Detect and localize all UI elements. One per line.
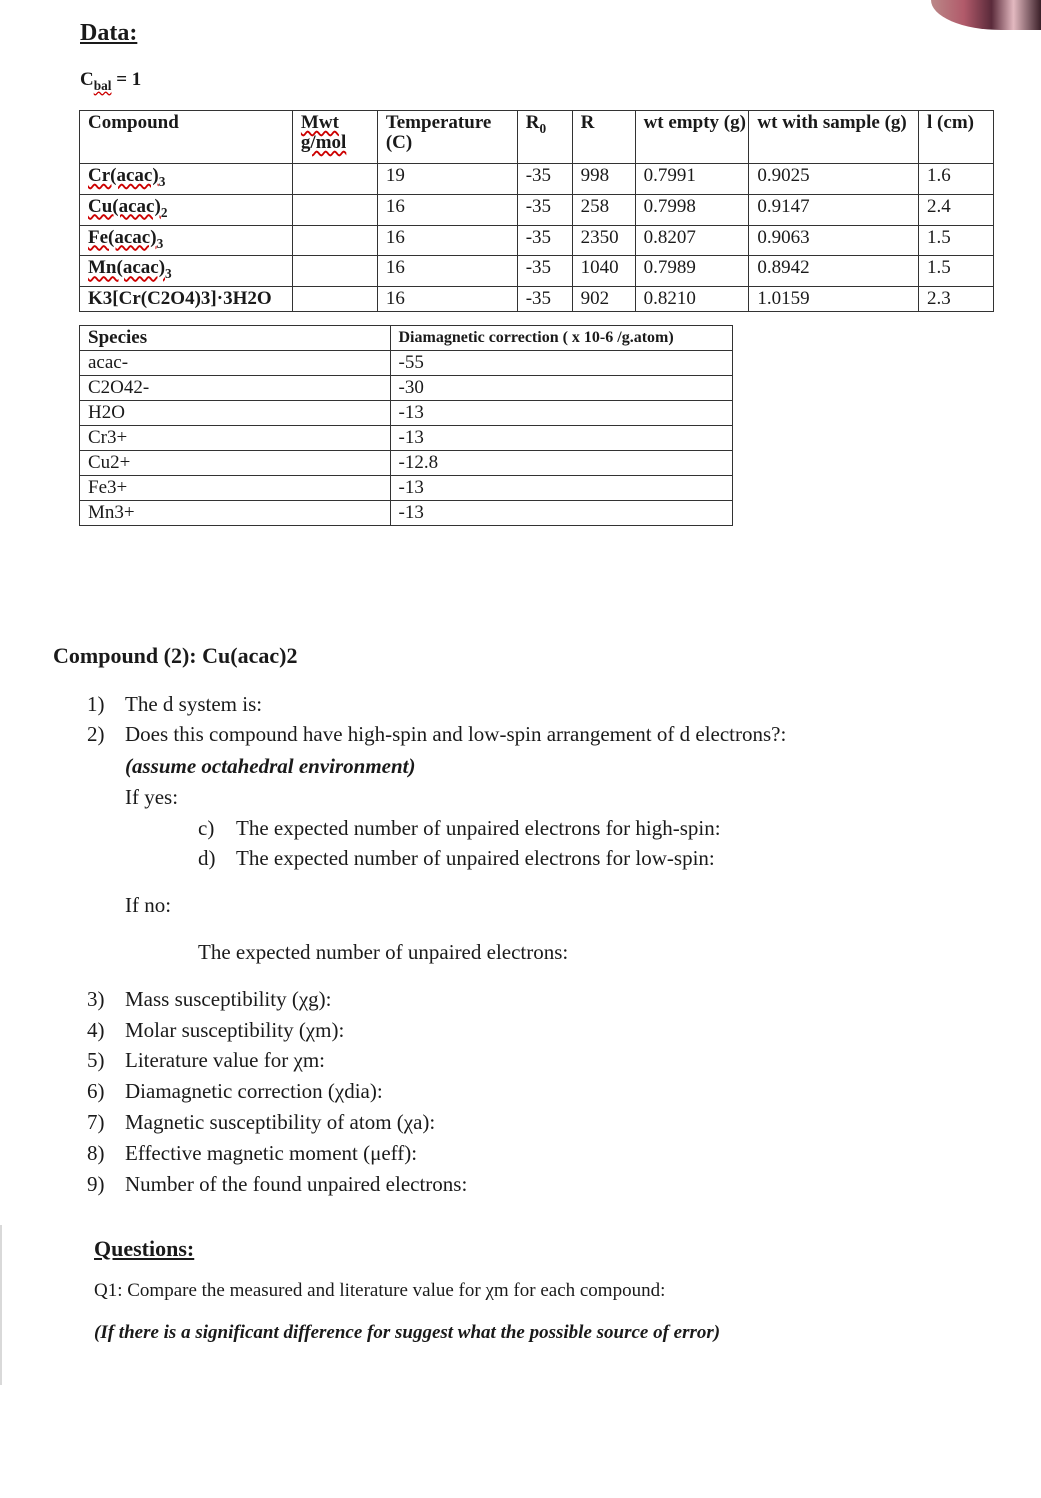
list-item: 5) Literature value for χm:	[87, 1048, 325, 1072]
wt-sample-cell: 0.9025	[749, 164, 919, 195]
species-cell: Mn3+	[80, 501, 391, 526]
r-cell: 2350	[572, 225, 635, 256]
compound-cell: $Mn(acac)_3$	[80, 256, 293, 287]
mwt-cell	[292, 256, 377, 287]
temp-cell: 19	[377, 164, 517, 195]
table-row	[80, 426, 733, 451]
compound-cell: $Cu(acac)_2$	[80, 194, 293, 225]
r0-cell: -35	[517, 225, 572, 256]
wt-sample-cell: 0.9063	[749, 225, 919, 256]
temp-cell: 16	[377, 256, 517, 287]
header-temperature: Temperature (C)	[377, 111, 517, 164]
wt-empty-cell: 0.8207	[635, 225, 749, 256]
l-cell: 2.3	[919, 287, 994, 312]
list-item: 7) Magnetic susceptibility of atom (χa):	[87, 1110, 436, 1134]
species-cell: acac-	[80, 351, 391, 376]
mwt-cell	[292, 194, 377, 225]
l-cell: 1.6	[919, 164, 994, 195]
list-item: 8) Effective magnetic moment (μeff):	[87, 1141, 418, 1165]
wt-sample-cell: 1.0159	[749, 287, 919, 312]
value-cell: -30	[390, 376, 733, 401]
table-row	[80, 401, 733, 426]
wt-empty-cell: 0.7989	[635, 256, 749, 287]
expected-unpaired-line: The expected number of unpaired electrons:	[198, 940, 569, 964]
list-item: c) The expected number of unpaired electrons for high-spin:	[198, 816, 721, 840]
value-cell: -13	[390, 476, 733, 501]
mwt-cell	[292, 225, 377, 256]
r0-cell: -35	[517, 194, 572, 225]
questions-heading: Questions:	[94, 1236, 195, 1261]
wt-empty-cell: 0.7991	[635, 164, 749, 195]
value-cell: -13	[390, 426, 733, 451]
list-item: 4) Molar susceptibility (χm):	[87, 1018, 345, 1042]
value-cell: -12.8	[390, 451, 733, 476]
list-item: 9) Number of the found unpaired electrons:	[87, 1172, 468, 1196]
wt-empty-cell: 0.7998	[635, 194, 749, 225]
header-r0: $R_0$	[517, 111, 572, 164]
header-wt-sample: wt with sample (g)	[749, 111, 919, 164]
header-wt-empty: wt empty (g)	[635, 111, 749, 164]
table-row	[80, 501, 733, 526]
corner-photo	[931, 0, 1041, 30]
species-cell: C2O42-	[80, 376, 391, 401]
list-item: 6) Diamagnetic correction (χdia):	[87, 1079, 383, 1103]
r0-cell: -35	[517, 164, 572, 195]
species-cell: Fe3+	[80, 476, 391, 501]
table-row	[80, 194, 994, 225]
question-1: Q1: Compare the measured and literature value for χm for each compound:	[94, 1280, 666, 1301]
cbal-line: $C_{bal} = 1$	[80, 69, 142, 93]
wt-empty-cell: 0.8210	[635, 287, 749, 312]
table-row	[80, 351, 733, 376]
r-cell: 902	[572, 287, 635, 312]
l-cell: 2.4	[919, 194, 994, 225]
header-r: R	[572, 111, 635, 164]
compound-data-table	[79, 110, 994, 312]
compound-2-title: Compound (2): Cu(acac)2	[53, 643, 298, 668]
list-item: 1) The d system is:	[87, 692, 263, 716]
table-row	[80, 476, 733, 501]
r0-cell: -35	[517, 287, 572, 312]
assume-note: (assume octahedral environment)	[125, 754, 416, 778]
l-cell: 1.5	[919, 225, 994, 256]
compound-cell: $Cr(acac)_3$	[80, 164, 293, 195]
mwt-cell	[292, 287, 377, 312]
list-item: 3) Mass susceptibility (χg):	[87, 987, 332, 1011]
r-cell: 1040	[572, 256, 635, 287]
if-no-label: If no:	[125, 893, 172, 917]
header-l: l (cm)	[919, 111, 994, 164]
r0-cell: -35	[517, 256, 572, 287]
value-cell: -13	[390, 401, 733, 426]
header-diamagnetic-correction: Diamagnetic correction ( x 10-6 /g.atom)	[390, 326, 733, 351]
table-row	[80, 287, 994, 312]
data-heading: Data:	[80, 20, 138, 46]
header-species: Species	[80, 326, 391, 351]
temp-cell: 16	[377, 194, 517, 225]
r-cell: 258	[572, 194, 635, 225]
value-cell: -55	[390, 351, 733, 376]
temp-cell: 16	[377, 287, 517, 312]
species-cell: H2O	[80, 401, 391, 426]
question-1-note: (If there is a significant difference for suggest what the possible source of error)	[94, 1322, 721, 1343]
wt-sample-cell: 0.8942	[749, 256, 919, 287]
species-cell: Cu2+	[80, 451, 391, 476]
margin-line	[0, 1225, 2, 1385]
species-cell: Cr3+	[80, 426, 391, 451]
table-row	[80, 225, 994, 256]
list-item: 2) Does this compound have high-spin and low-spin arrangement of d electrons?:	[87, 722, 787, 746]
r-cell: 998	[572, 164, 635, 195]
compound-cell: K3[Cr(C2O4)3]·3H2O	[80, 287, 293, 312]
temp-cell: 16	[377, 225, 517, 256]
table-row	[80, 256, 994, 287]
header-compound: Compound	[80, 111, 293, 164]
wt-sample-cell: 0.9147	[749, 194, 919, 225]
table-row	[80, 451, 733, 476]
table-row	[80, 164, 994, 195]
mwt-cell	[292, 164, 377, 195]
table-row	[80, 376, 733, 401]
if-yes-label: If yes:	[125, 785, 179, 809]
value-cell: -13	[390, 501, 733, 526]
l-cell: 1.5	[919, 256, 994, 287]
header-mwt: Mwt g/mol	[292, 111, 377, 164]
diamagnetic-correction-table	[79, 325, 733, 526]
compound-cell: $Fe(acac)_3$	[80, 225, 293, 256]
list-item: d) The expected number of unpaired electrons for low-spin:	[198, 846, 715, 870]
